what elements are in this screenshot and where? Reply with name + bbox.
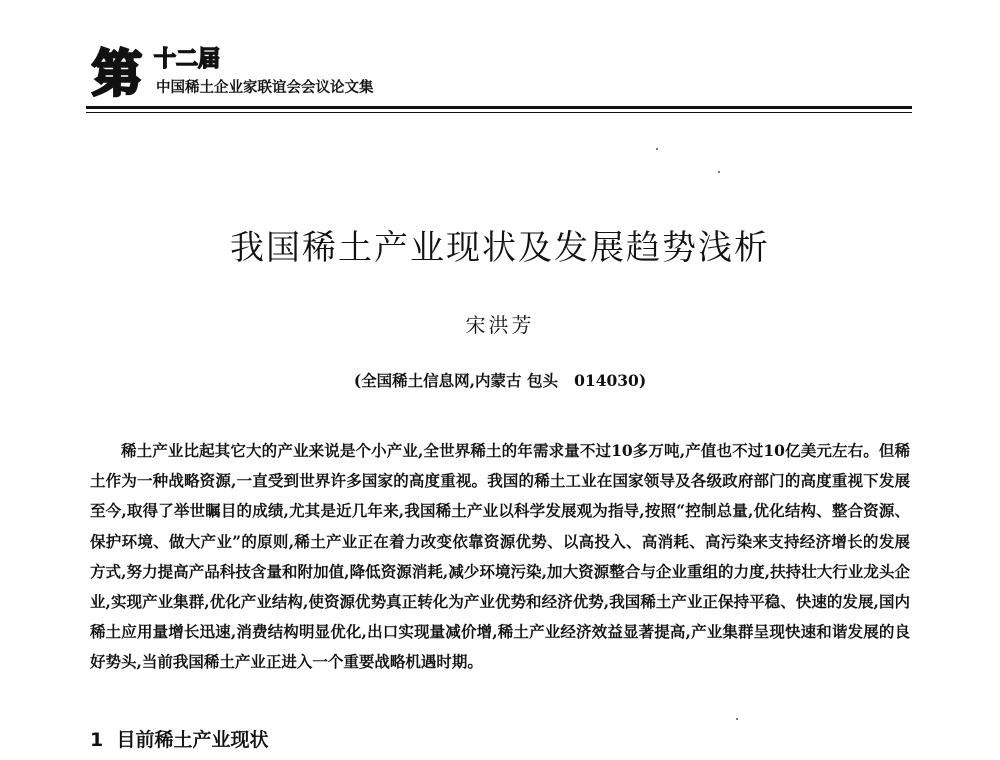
section-heading: 1 目前稀土产业现状 <box>90 729 269 751</box>
author-affiliation: (全国稀土信息网,内蒙古 包头 014030) <box>353 371 647 390</box>
header-rule-thick <box>86 106 912 109</box>
article-author: 宋洪芳 <box>465 313 535 337</box>
header-rule-thin <box>86 112 912 113</box>
series-name: 中国稀土企业家联谊会会议论文集 <box>156 80 374 96</box>
body-paragraph: 稀土产业比起其它大的产业来说是个小产业,全世界稀土的年需求量不过10多万吨,产值也不过10亿美元左右。但稀土作为一种战略资源,一直受到世界许多国家的高度重视。我国的稀土工业在国家领导及各级政府部门的高度重视下发展至今,取得了举世瞩目的成绩,尤其是近几年来,我国稀土产业以科学发展观为指导,按照“控制总量,优化结构、整合资源、保护环境、做大产业”的原则,稀土产业正在着力改变依靠资源优势、以高投入、高消耗、高污染来支持经济增长的发展方式,努力提高产品科技含量和附加值,降低资源消耗,减少环境污染,加大资源整合与企业重组的力度,扶持壮大行业龙头企业,实现产业集群,优化产业结构,使资源优势真正转化为产业优势和经济优势,我国稀土产业正保持平稳、快速的发展,国内稀土应用量增长迅速,消费结构明显优化,出口实现量减价增,稀土产业经济效益显著提高,产业集群呈现快速和谐发展的良好势头,当前我国稀土产业正进入一个重要战略机遇时期。 <box>90 441 910 672</box>
scan-speck <box>736 718 738 720</box>
scan-speck <box>718 171 720 173</box>
scan-speck <box>656 148 658 150</box>
series-edition: 十二届 <box>154 47 221 72</box>
proceedings-header <box>92 46 452 102</box>
article-title: 我国稀土产业现状及发展趋势浅析 <box>230 228 770 268</box>
series-logo-char: 第 <box>92 45 142 103</box>
